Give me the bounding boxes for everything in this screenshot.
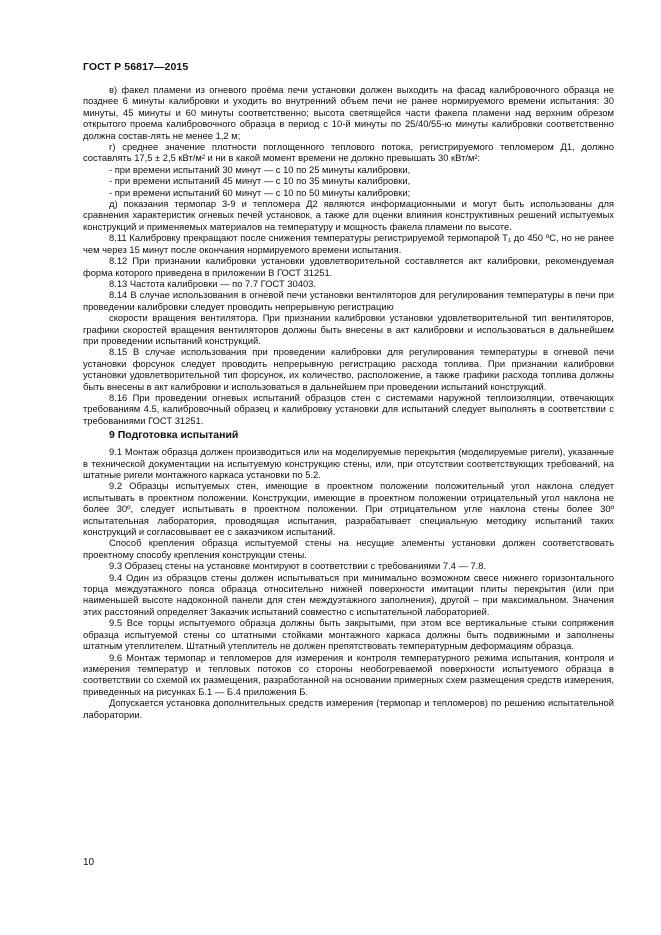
paragraph-d: д) показания термопар 3-9 и тепломера Д2 являются информационными и могут быть использованы для сравнения характеристик огневых печей установок, а также для оценки влияния конструктивных решений испытуемых конструкций и применяемых материалов на температуру и мощность факела пламени по высоте.	[83, 198, 614, 232]
paragraph-8-15: 8.15 В случае использования при проведении калибровки для регулирования температуры в огневой печи установки форсунок следует проводить непрерывную регистрацию расхода топлива. При признании калибровки установки удовлетворительной тип форсунок, их количество, расположение, а также графики расхода топлива должны быть внесены в акт калибровки и использоваться в дальнейшем при проведении испытаний конструкций.	[83, 346, 614, 392]
paragraph-8-13: 8.13 Частота калибровки — по 7.7 ГОСТ 30403.	[109, 277, 316, 289]
page-number: 10	[83, 857, 95, 868]
paragraph-v: в) факел пламени из огневого проёма печи установки должен выходить на фасад калибровочного образца не позднее 6 минуты калибровки и уходить во внутренний объем печи не ранее нормируемого времени испытания: 30 минуты, 45 минуты и 60 минуты соответственно; высота светящейся части факела пламени над верхним обрезом открытого проема калибровочного образца в период с 10-й минуты по 25/40/55-ю минуты калибровки соответственно должна состав-лять не менее 1,2 м;	[83, 84, 614, 141]
paragraph-8-11: 8.11 Калибровку прекращают после снижения температуры регистрируемой термопарой Т₁ до 450 ºС, но не ранее чем через 15 минут после окончания нормируемого времени испытания.	[83, 232, 614, 255]
list-item: - при времени испытаний 45 минут — с 10 по 35 минуты калибровки,	[109, 175, 411, 187]
paragraph-8-14-continued: скорости вращения вентилятора. При признании калибровки установки удовлетворительной тип вентиляторов, графики скоростей вращения вентиляторов должны быть внесены в акт калибровки и использоваться в дальнейшем при проведении испытаний конструкций.	[83, 312, 614, 346]
paragraph-g: г) среднее значение плотности поглощенного теплового потока, регистрируемого тепломером Д1, должно составлять 17,5 ± 2,5 кВт/м² и ни в какой момент времени не должно превышать 30 кВт/м²:	[83, 141, 614, 164]
paragraph-additional: Допускается установка дополнительных средств измерения (термопар и тепломеров) по решению испытательной лаборатории.	[83, 697, 614, 720]
paragraph-8-14: 8.14 В случае использования в огневой печи установки вентиляторов для регулирования температуры в печи при проведении калибровки следует проводить непрерывную регистрацию	[83, 289, 614, 312]
paragraph-8-12: 8.12 При признании калибровки установки удовлетворительной составляется акт калибровки, рекомендуемая форма которого приведена в приложении В ГОСТ 31251.	[83, 255, 614, 278]
paragraph-9-2: 9.2 Образцы испытуемых стен, имеющие в проектном положении положительный угол наклона следует испытывать в проектном положении. Конструкции, имеющие в проектном положении отрицательный угол наклона не более 30º, следует испытывать в проектном положении. При отрицательном угле наклона стены более 30º испытательная лаборатория, проводящая испытания, разрабатывает специальную методику испытаний таких конструкций и согласовывает ее с заказчиком испытаний.	[83, 480, 614, 538]
paragraph-9-3: 9.3 Образец стены на установке монтируют в соответствии с требованиями 7.4 — 7.8.	[109, 560, 487, 572]
section-heading: 9 Подготовка испытаний	[109, 429, 239, 442]
paragraph-9-4: 9.4 Один из образцов стены должен испытываться при минимально возможном свесе нижнего горизонтального торца междуэтажного пояса образца относительно нижней поверхности имитации плиты перекрытия (или при наименьшей высоте надоконной панели для стен междуэтажного заполнения), другой – при максимальном. Значения этих расстояний определяет Заказчик испытаний совместно с испытательной лабораторией.	[83, 571, 614, 617]
list-item: - при времени испытаний 30 минут — с 10 по 25 минуты калибровки,	[109, 163, 411, 175]
paragraph-9-5: 9.5 Все торцы испытуемого образца должны быть закрытыми, при этом все вертикальные стыки сопряжения образца испытуемой стены со штатными стойками монтажного каркаса должны быть подвижными и заполнены штатным утеплителем. Штатный утеплитель не должен препятствовать температурным деформациям образца.	[83, 617, 614, 652]
paragraph-8-16: 8.16 При проведении огневых испытаний образцов стен с системами наружной теплоизоляции, отвечающих требованиям 4.5, калибровочный образец и калибровку установки для испытаний следует выполнять в соответствии с требованиями ГОСТ 31251.	[83, 391, 614, 426]
document-header: ГОСТ Р 56817—2015	[83, 61, 189, 73]
paragraph-9-1: 9.1 Монтаж образца должен производиться или на моделируемые перекрытия (моделируемые ригели), указанные в технической документации на испытуемую конструкцию стены, или, при отсутствии соответствующих требований, на штатные ригели монтажного каркаса установки по 5.2.	[83, 446, 614, 480]
document-body	[83, 84, 614, 720]
list-item: - при времени испытаний 60 минут — с 10 по 50 минуты калибровки;	[109, 186, 411, 198]
paragraph-mounting: Способ крепления образца испытуемой стены на несущие элементы установки должен соответствовать проектному способу крепления конструкции стены.	[83, 537, 614, 560]
paragraph-9-6: 9.6 Монтаж термопар и тепломеров для измерения и контроля температурного режима испытания, контроля и измерения температур и тепловых потоков со стороны необогреваемой поверхности испытуемого образца в соответствии со схемой их размещения, разработанной на основании примерных схем размещения средств измерения, приведенных на рисунках Б.1 — Б.4 приложения Б.	[83, 651, 614, 697]
